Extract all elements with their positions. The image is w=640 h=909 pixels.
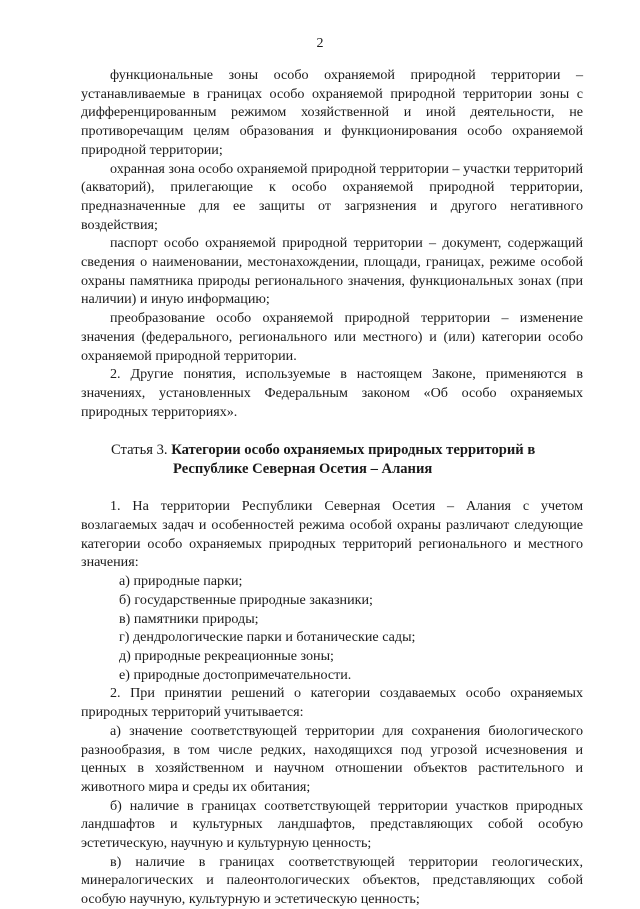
paragraph: паспорт особо охраняемой природной территории – документ, содержащий сведения о наименовании, местонахождении, площади, границах, режиме особой охраны памятника природы регионального значения, функциональных зонах (при наличии) и иную информацию; (81, 235, 583, 308)
list-item: д) природные рекреационные зоны; (119, 647, 334, 664)
list-item: г) дендрологические парки и ботанические сады; (119, 629, 416, 646)
paragraph: а) значение соответствующей территории для сохранения биологического разнообразия, в том числе редких, находящихся под угрозой исчезновения и ценных в хозяйственном и научном отношении объектов растительного и животного мира и среды их обитания; (81, 722, 583, 795)
article-title-line-1: Категории особо охраняемых природных территорий в (171, 442, 536, 459)
paragraph: б) наличие в границах соответствующей территории участков природных ландшафтов и культурных ландшафтов, представляющих собой особую эстетическую, научную и культурную ценность; (81, 797, 583, 852)
article-heading (81, 441, 583, 478)
list-item: а) природные парки; (119, 573, 243, 590)
paragraph: 2. Другие понятия, используемые в настоящем Законе, применяются в значениях, установленных Федеральным законом «Об особо охраняемых природных территориях». (81, 366, 583, 420)
list-item: е) природные достопримечательности. (119, 666, 352, 683)
paragraph: 1. На территории Республики Северная Осетия – Алания с учетом возлагаемых задач и особенностей режима особой охраны различают следующие категории особо охраняемых природных территорий регионального и местного значения: (81, 498, 583, 571)
list-item: б) государственные природные заказники; (119, 591, 373, 608)
paragraph: охранная зона особо охраняемой природной территории – участки территорий (акваторий), прилегающие к особо охраняемой природной территории, предназначенные для ее защиты от загрязнения и другого негативного воздействия; (81, 160, 583, 233)
article-title-line-2: Республике Северная Осетия – Алания (173, 460, 433, 477)
list-item: в) памятники природы; (119, 610, 259, 627)
page-number: 2 (316, 36, 324, 51)
document-body (81, 66, 583, 909)
paragraph: преобразование особо охраняемой природной территории – изменение значения (федерального, регионального или местного) и (или) категории особо охраняемой природной территории. (81, 310, 583, 364)
paragraph: в) наличие в границах соответствующей территории геологических, минералогических и палеонтологических объектов, представляющих собой особую научную, культурную и эстетическую ценность; (81, 853, 583, 908)
paragraph: функциональные зоны особо охраняемой природной территории – устанавливаемые в границах особо охраняемой природной территории зоны с дифференцированным режимом хозяйственной и иной деятельности, не противоречащим целям образования и функционирования особо охраняемой природной территории; (81, 67, 583, 158)
paragraph: 2. При принятии решений о категории создаваемых особо охраняемых природных территорий учитывается: (81, 685, 583, 721)
article-number: Статья 3. (111, 442, 168, 459)
